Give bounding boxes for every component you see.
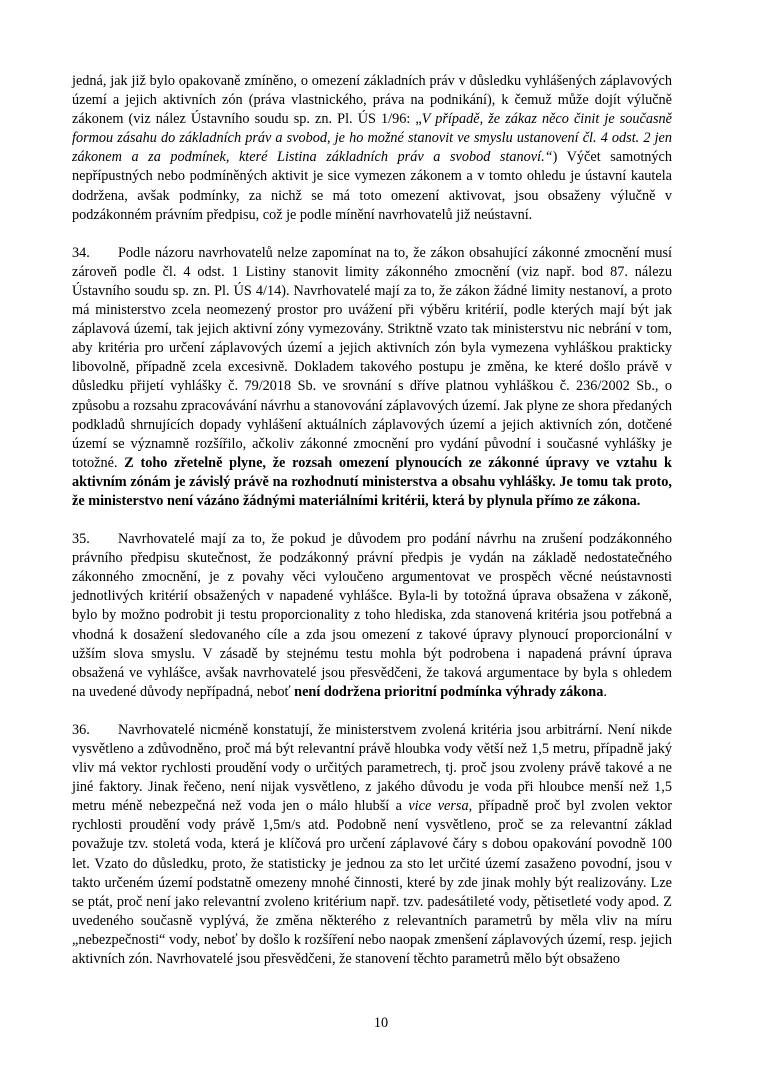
- paragraph-intro: [72, 72, 672, 225]
- paragraph-35-bold-text: není dodržena prioritní podmínka výhrady zákona: [294, 683, 604, 700]
- paragraph-34-number: 34.: [72, 244, 90, 261]
- paragraph-35-number: 35.: [72, 531, 90, 548]
- paragraph-36: [72, 721, 672, 969]
- court-ruling-quote: V případě, že zákaz něco činit je současně formou zásahu do základních práv a svobod, je ho možné stanovit ve smyslu ustanovení čl. 4 odst. 2 jen zákonem a za podmínek, které Listina základních práv a svobod stanoví.“: [72, 111, 672, 166]
- paragraph-34-bold-text: Z toho zřetelně plyne, že rozsah omezení plynoucích ze zákonné úpravy ve vztahu k aktivním zónám je závislý právě na rozhodnutí ministerstva a obsahu vyhlášky. Je tomu tak proto, že ministerstvo není vázáno žádnými materiálními kritérii, která by plynula přímo ze zákona.: [72, 454, 672, 509]
- page-number: 10: [373, 1015, 389, 1031]
- paragraph-35-text-end: .: [603, 683, 607, 700]
- paragraph-36-text-end: případně proč byl zvolen vektor rychlosti proudění vody právě 1,5m/s atd. Podobně není vysvětleno, proč se za relevantní základ považuje tzv. stoletá voda, která je klíčová pro určení záplavové čáry s dobou opakování povodně 100 let. Vzato do důsledku, proto, že statisticky je jednou za sto let určité území zasaženo povodní, jsou v takto určeném území podstatně omezeny mnohé činnosti, které by zde jinak mohly být realizovány. Lze se ptát, proč není jako relevantní zvoleno kritérium např. tzv. padesátileté vody, pětisetleté vody apod. Z uvedeného současně vyplývá, že změna některého z relevantních parametrů by měla vliv na míru „nebezpečnosti“ vody, neboť by došlo k rozšíření nebo naopak zmenšení záplavových území, resp. jejich aktivních zón. Navrhovatelé jsou přesvědčeni, že stanovení těchto parametrů mělo být obsaženo: [72, 798, 672, 968]
- paragraph-intro-text-a: jedná, jak již bylo opakovaně zmíněno, o omezení základních práv v důsledku vyhlášených záplavových území a jejich aktivních zón (práva vlastnického, práva na podnikání), k čemuž může dojít výlučně zákonem (viz nález Ústavního soudu sp. zn. Pl. ÚS 1/96: „: [72, 73, 672, 128]
- paragraph-34: [72, 244, 672, 511]
- paragraph-35-text: Navrhovatelé mají za to, že pokud je důvodem pro podání návrhu na zrušení podzákonného právního předpisu skutečnost, že podzákonný právní předpis je vydán na základě nedostatečného zákonného zmocnění, je z povahy věci vyloučeno argumentovat ve prospěch věcné neústavnosti jednotlivých kritérií obsažených v napadené vyhlášce. Byla-li by totožná úprava obsažena v zákoně, bylo by možno podrobit ji testu proporcionality z toho hlediska, zda stanovená kritéria jsou potřebná a vhodná k dosažení sledovaného cíle a zda jsou omezení z takové úpravy plynoucí proporcionální v užším slova smyslu. V zásadě by stejnému testu mohla být podrobena i napadená právní úprava obsažená ve vyhlášce, avšak navrhovatelé jsou přesvědčeni, že taková argumentace by byla s ohledem na uvedené důvody nepřípadná, neboť: [72, 531, 672, 700]
- paragraph-36-text: Navrhovatelé nicméně konstatují, že ministerstvem zvolená kritéria jsou arbitrární. Není nikde vysvětleno a zdůvodněno, proč má být relevantní právě hloubka vody větší než 1,5 metru, případně jaký vliv má vektor rychlosti proudění vody o určitých parametrech, tj. proč jsou zvoleny právě takové a ne jiné faktory. Jinak řečeno, není nijak vysvětleno, z jakého důvodu je voda při hloubce menší než 1,5 metru méně nebezpečná než voda jen o málo hlubší a: [72, 721, 672, 815]
- document-page: [72, 72, 672, 988]
- paragraph-36-number: 36.: [72, 721, 90, 738]
- paragraph-34-text: Podle názoru navrhovatelů nelze zapomínat na to, že zákon obsahující zákonné zmocnění musí zároveň podle čl. 4 odst. 1 Listiny stanovit limity zákonného zmocnění (viz např. bod 87. nálezu Ústavního soudu sp. zn. Pl. ÚS 4/14). Navrhovatelé mají za to, že zákon žádné limity nestanoví, a proto má ministerstvo zcela neomezený prostor pro uvážení při výběru kritérií, podle kterých mají být jak záplavová území, tak jejich aktivní zóny vymezovány. Striktně vzato tak ministerstvu nic nebrání v tom, aby kritéria pro určení záplavových území a jejich aktivních zón byla vymezena vyhláškou prakticky libovolně, případně zcela excesivně. Dokladem takového postupu je změna, ke které došlo právě v důsledku přijetí vyhlášky č. 79/2018 Sb. ve srovnání s dříve platnou vyhláškou č. 236/2002 Sb., o způsobu a rozsahu zpracovávání návrhu a stanovování záplavových území. Jak plyne ze shora předaných podkladů shrnujících dopady vyhlášení aktuálních záplavových území a jejich aktivních zón, dotčené území se významně rozšířilo, ačkoliv zákonné zmocnění pro vydání původní i současné vyhlášky je totožné.: [72, 244, 672, 471]
- paragraph-36-italic-text: vice versa,: [408, 798, 473, 815]
- paragraph-intro-text-c: ) Výčet samotných nepřípustných nebo podmíněných aktivit je sice vymezen zákonem a v tomto ohledu je ústavní kautela dodržena, avšak podmínky, za nichž se má toto omezení aktivovat, jsou obsaženy výlučně v podzákonném právním předpisu, což je podle mínění navrhovatelů již neústavní.: [72, 149, 672, 223]
- paragraph-35: [72, 530, 672, 702]
